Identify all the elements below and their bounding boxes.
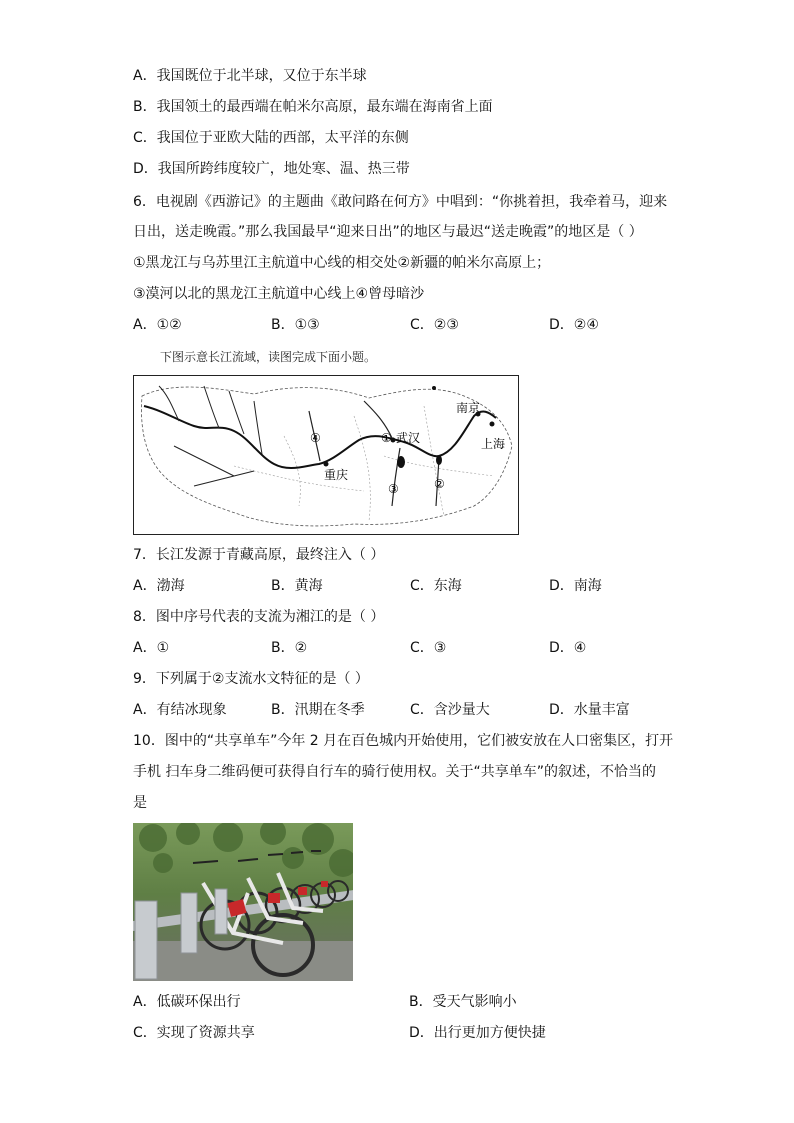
q9-option-c: C．含沙量大 bbox=[410, 702, 490, 718]
q6-option-c: C．②③ bbox=[410, 317, 459, 333]
dongting-lake bbox=[397, 456, 405, 468]
q6-stem-line4: ③漠河以北的黑龙江主航道中心线上④曾母暗沙 bbox=[133, 286, 425, 302]
q6-option-a: A．①② bbox=[133, 317, 182, 333]
q6-option-b: B．①③ bbox=[271, 317, 320, 333]
q7-stem: 7．长江发源于青藏高原，最终注入（ ） bbox=[133, 547, 385, 563]
label-shanghai: 上海 bbox=[481, 437, 506, 451]
q6-stem-line1: 6．电视剧《西游记》的主题曲《敢问路在何方》中唱到：“你挑着担，我牵着马，迎来 bbox=[133, 194, 668, 210]
q8-option-d: D．④ bbox=[549, 640, 587, 656]
q10-stem-line3: 是 bbox=[133, 795, 147, 811]
map-intro: 下图示意长江流域，读图完成下面小题。 bbox=[160, 350, 377, 364]
q6-stem-line3: ①黑龙江与乌苏里江主航道中心线的相交处②新疆的帕米尔高原上； bbox=[133, 255, 551, 271]
q7-option-a: A．渤海 bbox=[133, 578, 185, 594]
q10-option-c: C．实现了资源共享 bbox=[133, 1025, 255, 1041]
q10-option-b: B．受天气影响小 bbox=[409, 994, 517, 1010]
q10-stem-line1: 10．图中的“共享单车”今年 2 月在百色城内开始使用，它们被安放在人口密集区，打开 bbox=[133, 733, 674, 749]
shared-bikes-photo bbox=[133, 823, 353, 981]
q5-option-c: C．我国位于亚欧大陆的西部，太平洋的东侧 bbox=[133, 130, 409, 146]
label-chongqing: 重庆 bbox=[324, 468, 349, 482]
q8-option-b: B．② bbox=[271, 640, 308, 656]
q10-option-a: A．低碳环保出行 bbox=[133, 994, 241, 1010]
yangtze-map-svg bbox=[134, 376, 517, 533]
q8-option-c: C．③ bbox=[410, 640, 447, 656]
q5-option-a: A．我国既位于北半球，又位于东半球 bbox=[133, 68, 367, 84]
q9-stem: 9．下列属于②支流水文特征的是（ ） bbox=[133, 671, 369, 687]
label-nanjing: 南京 bbox=[456, 401, 481, 415]
label-tributary-2: ② bbox=[434, 477, 445, 491]
q7-option-d: D．南海 bbox=[549, 578, 602, 594]
q8-stem: 8．图中序号代表的支流为湘江的是（ ） bbox=[133, 609, 385, 625]
q5-option-b: B．我国领土的最西端在帕米尔高原，最东端在海南省上面 bbox=[133, 99, 493, 115]
q9-option-b: B．汛期在冬季 bbox=[271, 702, 365, 718]
q6-option-d: D．②④ bbox=[549, 317, 599, 333]
label-wuhan: 武汉 bbox=[396, 431, 421, 445]
city-dot-north bbox=[432, 386, 436, 390]
upper-tributaries bbox=[159, 386, 262, 486]
tributary-3 bbox=[392, 448, 400, 506]
shanghai-dot bbox=[490, 422, 495, 427]
poyang-lake bbox=[436, 455, 442, 465]
label-tributary-3: ③ bbox=[388, 482, 399, 496]
q10-stem-line2: 手机 扫车身二维码便可获得自行车的骑行使用权。关于“共享单车”的叙述，不恰当的 bbox=[133, 764, 656, 780]
q5-option-d: D．我国所跨纬度较广，地处寒、温、热三带 bbox=[133, 161, 410, 177]
q9-option-a: A．有结冰现象 bbox=[133, 702, 227, 718]
q10-option-d: D．出行更加方便快捷 bbox=[409, 1025, 546, 1041]
chongqing-dot bbox=[324, 462, 329, 467]
yangtze-map bbox=[133, 375, 519, 535]
q8-option-a: A．① bbox=[133, 640, 170, 656]
label-tributary-4: ④ bbox=[310, 431, 321, 445]
label-tributary-1: ① bbox=[381, 431, 392, 445]
q7-option-b: B．黄海 bbox=[271, 578, 323, 594]
shared-bikes-svg bbox=[133, 823, 353, 981]
q6-stem-line2: 日出，送走晚霞。”那么我国最早“迎来日出”的地区与最迟“送走晚霞”的地区是（ ） bbox=[133, 224, 643, 240]
q9-option-d: D．水量丰富 bbox=[549, 702, 630, 718]
q7-option-c: C．东海 bbox=[410, 578, 462, 594]
